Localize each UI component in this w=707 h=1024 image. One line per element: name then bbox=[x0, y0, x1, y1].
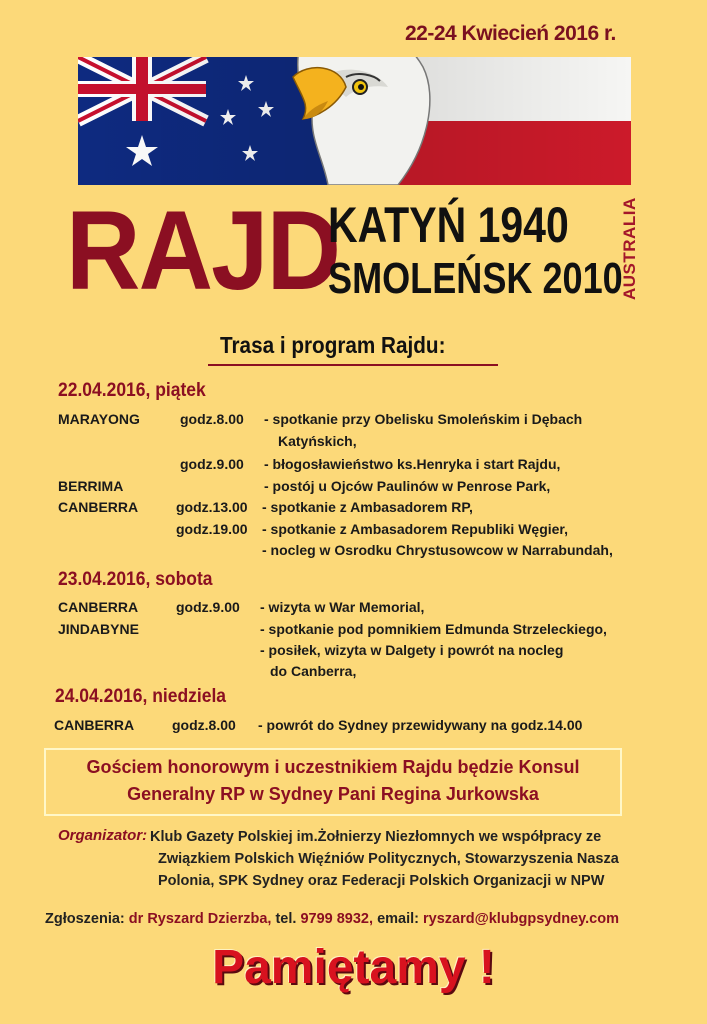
row-time: godz.8.00 bbox=[172, 717, 236, 733]
heading-underline bbox=[208, 364, 498, 366]
contact-label: Zgłoszenia: bbox=[45, 911, 125, 927]
title-katyn-1940: KATYŃ 1940 bbox=[328, 197, 569, 253]
day-heading-3: 24.04.2016, niedziela bbox=[55, 686, 227, 707]
row-text: - wizyta w War Memorial, bbox=[260, 599, 425, 615]
row-place: CANBERRA bbox=[58, 499, 139, 515]
slogan: Pamiętamy ! bbox=[212, 941, 495, 994]
row-text: Katyńskich, bbox=[278, 433, 357, 449]
title-australia: AUSTRALIA bbox=[620, 197, 639, 300]
contact-line bbox=[45, 911, 619, 927]
row-text: - spotkanie z Ambasadorem Republiki Węgier, bbox=[262, 521, 568, 537]
row-time: godz.13.00 bbox=[176, 499, 248, 515]
row-place: CANBERRA bbox=[54, 717, 135, 733]
title-rajd: RAJD bbox=[66, 188, 340, 313]
organizer-line-2: Związkiem Polskich Więźniów Politycznych, Stowarzyszenia Nasza bbox=[158, 851, 619, 867]
program-heading: Trasa i program Rajdu: bbox=[220, 332, 446, 358]
row-text: do Canberra, bbox=[270, 663, 357, 679]
title-smolensk-2010: SMOLEŃSK 2010 bbox=[328, 254, 623, 303]
row-time: godz.9.00 bbox=[180, 456, 244, 472]
row-time: godz.8.00 bbox=[180, 411, 244, 427]
contact-email-label: email: bbox=[377, 911, 419, 927]
row-text: - postój u Ojców Paulinów w Penrose Park, bbox=[264, 478, 551, 494]
contact-email[interactable]: ryszard@klubgpsydney.com bbox=[423, 911, 619, 927]
row-time: godz.9.00 bbox=[176, 599, 240, 615]
flags-banner bbox=[78, 57, 631, 185]
honor-line-1: Gościem honorowym i uczestnikiem Rajdu będzie Konsul bbox=[86, 757, 580, 777]
organizer-label: Organizator: bbox=[58, 827, 148, 844]
organizer-line-3: Polonia, SPK Sydney oraz Federacji Polskich Organizacji w NPW bbox=[158, 873, 605, 889]
row-place: MARAYONG bbox=[58, 411, 140, 427]
row-text: - spotkanie przy Obelisku Smoleńskim i Dębach bbox=[264, 411, 583, 427]
organizer-line-1: Klub Gazety Polskiej im.Żołnierzy Niezłomnych we współpracy ze bbox=[150, 829, 602, 845]
row-text: - spotkanie z Ambasadorem RP, bbox=[262, 499, 473, 515]
day-heading-2: 23.04.2016, sobota bbox=[58, 569, 213, 590]
row-text: - spotkanie pod pomnikiem Edmunda Strzeleckiego, bbox=[260, 621, 607, 637]
contact-name: dr Ryszard Dzierzba, bbox=[128, 911, 272, 927]
contact-tel-label: tel. bbox=[275, 911, 297, 927]
event-dates: 22-24 Kwiecień 2016 r. bbox=[405, 22, 616, 45]
row-text: - powrót do Sydney przewidywany na godz.14.00 bbox=[258, 717, 583, 733]
honor-line-2: Generalny RP w Sydney Pani Regina Jurkowska bbox=[127, 784, 539, 804]
row-place: BERRIMA bbox=[58, 478, 124, 494]
row-time: godz.19.00 bbox=[176, 521, 248, 537]
row-text: - błogosławieństwo ks.Henryka i start Rajdu, bbox=[264, 456, 561, 472]
contact-tel: 9799 8932, bbox=[300, 911, 374, 927]
day-heading-1: 22.04.2016, piątek bbox=[58, 380, 206, 401]
row-text: - posiłek, wizyta w Dalgety i powrót na nocleg bbox=[260, 642, 564, 658]
row-place: CANBERRA bbox=[58, 599, 139, 615]
row-text: - nocleg w Osrodku Chrystusowcow w Narrabundah, bbox=[262, 542, 613, 558]
row-place: JINDABYNE bbox=[58, 621, 139, 637]
